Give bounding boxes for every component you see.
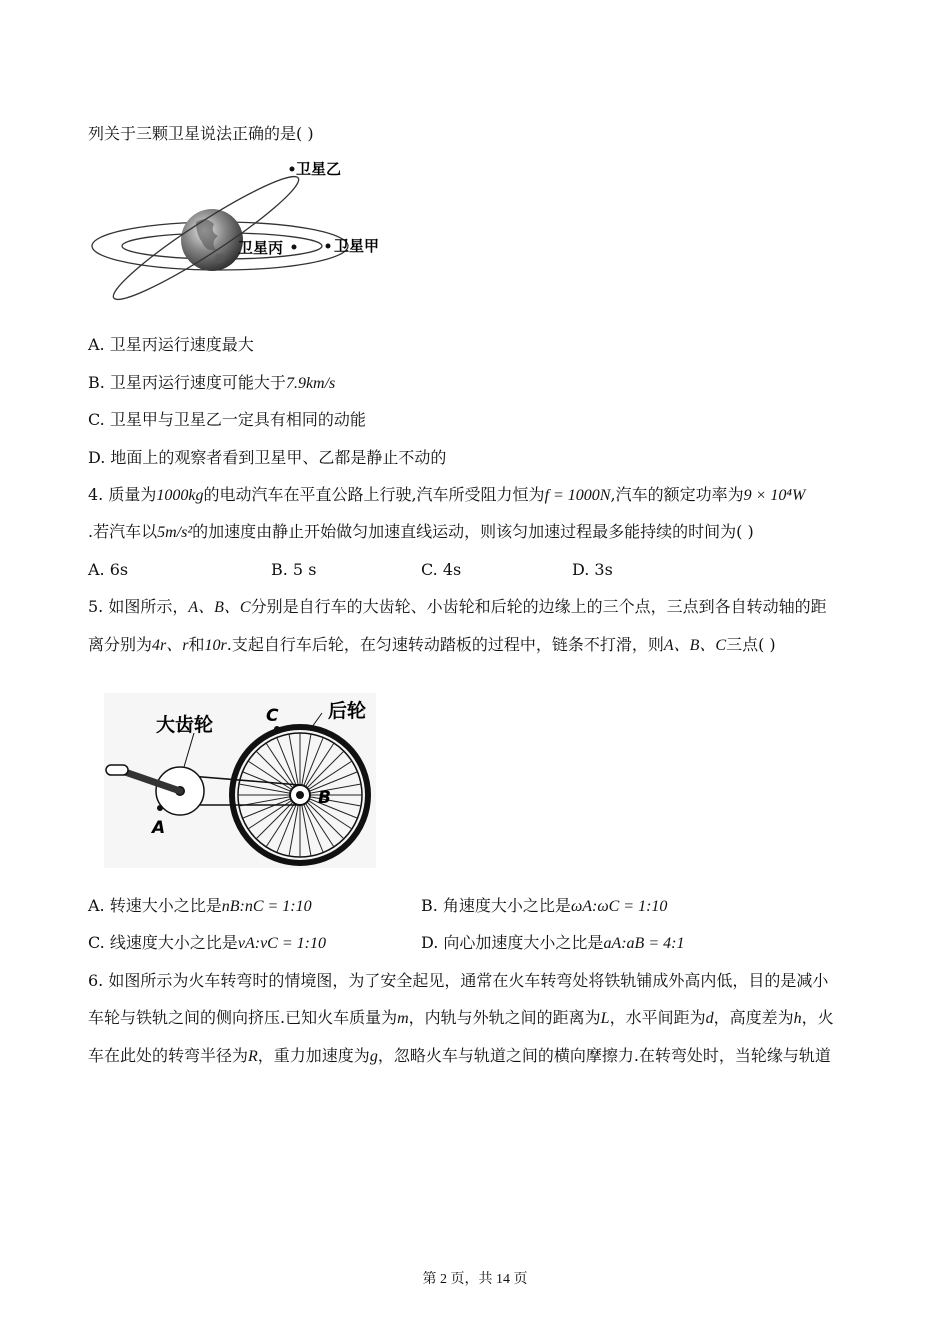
label-rear-wheel: 后轮 (328, 700, 367, 722)
satellite-orbit-figure (88, 158, 384, 318)
q3-option-b: B. 卫星丙运行速度可能大于7.9km/s (88, 373, 336, 392)
q6-stem-line2: 车轮与铁轨之间的侧向挤压.已知火车质量为m，内轨与外轨之间的距离为L，水平间距为d，高度差为h，火 (88, 1008, 834, 1027)
q4-stem-line2: .若汽车以5m/s²的加速度由静止开始做匀加速直线运动，则该匀加速过程最多能持续的时间为( ) (88, 522, 754, 541)
satellite-bing-dot (292, 245, 297, 250)
label-point-c: C (266, 706, 279, 726)
satellite-jia-dot (326, 244, 331, 249)
q4-stem-line1: 4. 质量为1000kg的电动汽车在平直公路上行驶,汽车所受阻力恒为f = 1000N,汽车的额定功率为9 × 10⁴W (88, 485, 806, 504)
q5-option-d: D. 向心加速度大小之比是aA:aB = 4:1 (421, 933, 685, 952)
label-point-a: A (152, 818, 166, 838)
q3-option-c: C. 卫星甲与卫星乙一定具有相同的动能 (88, 410, 366, 429)
q6-stem-line3: 车在此处的转弯半径为R，重力加速度为g，忽略火车与轨道之间的横向摩擦力.在转弯处时，当轮缘与轨道 (88, 1046, 831, 1065)
pedal (106, 765, 128, 775)
point-c-dot (274, 726, 280, 732)
label-point-b: B (318, 788, 331, 808)
q4-option-c: C. 4s (421, 560, 462, 579)
label-big-gear: 大齿轮 (156, 714, 214, 736)
q3-stem: 列关于三颗卫星说法正确的是( ) (88, 124, 314, 143)
q5-option-c: C. 线速度大小之比是vA:vC = 1:10 (88, 933, 326, 952)
q4-option-b: B. 5 s (271, 560, 317, 579)
label-sat-bing: 卫星丙 (238, 239, 284, 257)
page-footer: 第 2 页，共 14 页 (422, 1272, 528, 1287)
q5-option-b: B. 角速度大小之比是ωA:ωC = 1:10 (421, 896, 668, 915)
label-sat-yi: 卫星乙 (296, 160, 342, 178)
satellite-yi-dot (290, 167, 295, 172)
q4-option-d: D. 3s (572, 560, 613, 579)
q3-option-a: A. 卫星丙运行速度最大 (88, 335, 254, 354)
q6-stem-line1: 6. 如图所示为火车转弯时的情境图，为了安全起见，通常在火车转弯处将铁轨铺成外高内低，目的是减小 (88, 971, 829, 990)
q5-stem-line2: 离分别为4r、r和10r.支起自行车后轮，在匀速转动踏板的过程中，链条不打滑，则A、B、C三点( ) (88, 635, 776, 654)
q5-stem-line1: 5. 如图所示，A、B、C分别是自行车的大齿轮、小齿轮和后轮的边缘上的三个点，三点到各自转动轴的距 (88, 597, 827, 616)
q3-option-d: D. 地面上的观察者看到卫星甲、乙都是静止不动的 (88, 448, 447, 467)
point-a-dot (157, 805, 163, 811)
q5-option-a: A. 转速大小之比是nB:nC = 1:10 (88, 896, 312, 915)
q4-option-a: A. 6s (88, 560, 129, 579)
label-sat-jia: 卫星甲 (334, 237, 380, 255)
bicycle-gear-figure (104, 693, 376, 868)
